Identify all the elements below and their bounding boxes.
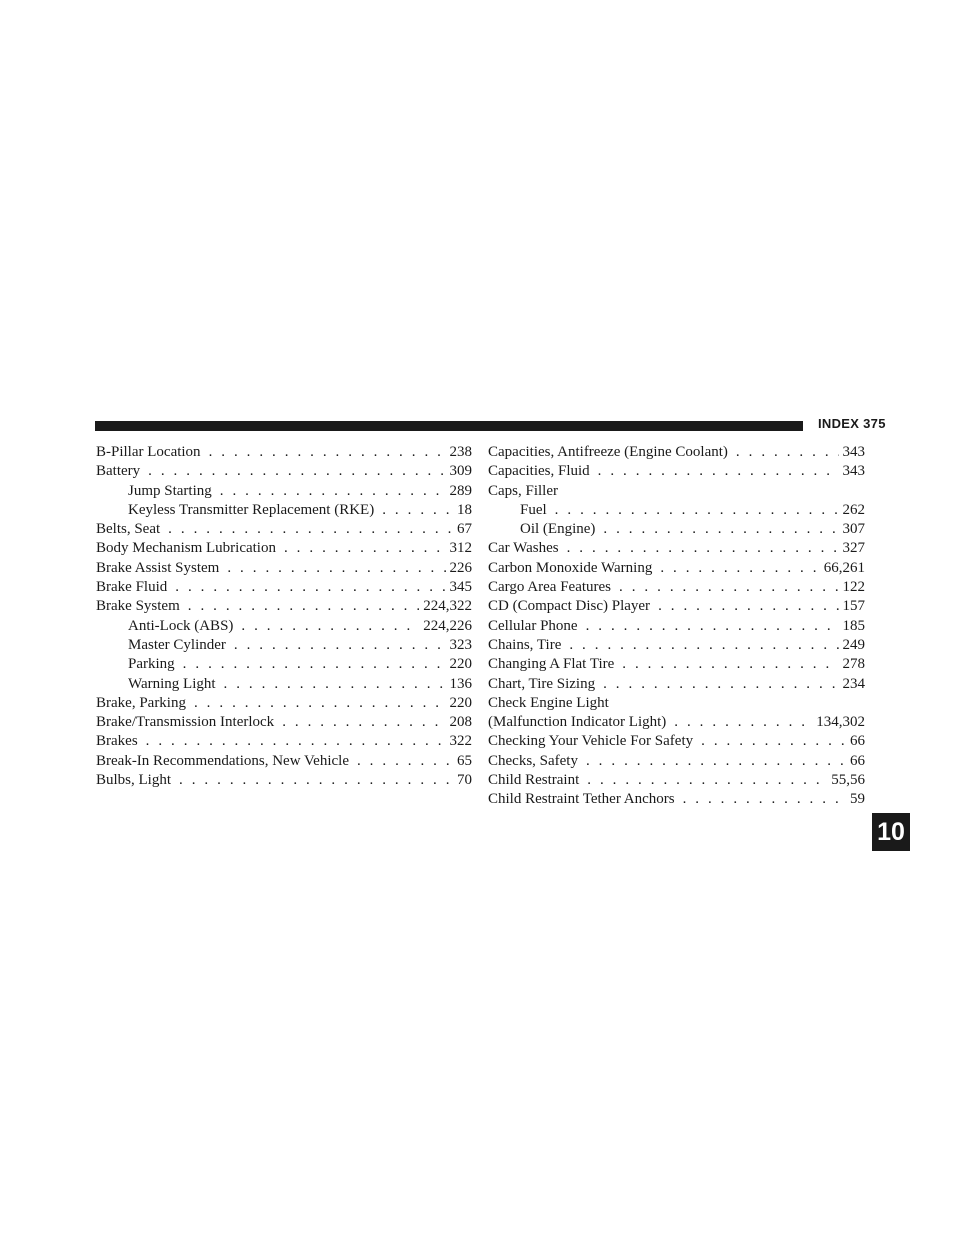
dot-leader [183, 655, 446, 674]
entry-page: 224,226 [423, 617, 472, 634]
entry-label: Brake/Transmission Interlock [96, 714, 275, 731]
dot-leader [586, 617, 839, 636]
index-entry [488, 752, 865, 771]
dot-leader [357, 752, 453, 771]
dot-leader [569, 636, 838, 655]
entry-label: (Malfunction Indicator Light) [488, 714, 667, 731]
dot-leader [194, 694, 446, 713]
dot-leader [674, 713, 812, 732]
dot-leader [660, 559, 819, 578]
entry-page: 66 [850, 752, 865, 769]
index-entry [488, 597, 865, 616]
index-entry [96, 694, 472, 713]
entry-label: Brake System [96, 598, 180, 615]
index-entry [488, 636, 865, 655]
dot-leader [224, 675, 446, 694]
index-entry [96, 443, 472, 462]
entry-page: 136 [449, 675, 472, 692]
index-entry [96, 559, 472, 578]
index-entry [488, 443, 865, 462]
entry-page: 66 [850, 733, 865, 750]
dot-leader [603, 520, 838, 539]
entry-page: 220 [449, 694, 472, 711]
entry-label: Belts, Seat [96, 521, 161, 538]
entry-page: 345 [449, 579, 472, 596]
index-entry [96, 655, 472, 674]
entry-label: Brake Assist System [96, 559, 220, 576]
entry-label: Jump Starting [128, 482, 212, 499]
index-entry [488, 539, 865, 558]
entry-page: 322 [449, 733, 472, 750]
entry-page: 59 [850, 791, 865, 808]
index-entry [96, 713, 472, 732]
section-tab: 10 [872, 813, 910, 851]
dot-leader [282, 713, 445, 732]
dot-leader [555, 501, 839, 520]
index-entry [488, 482, 865, 501]
entry-page: 289 [449, 482, 472, 499]
entry-label: Warning Light [128, 675, 216, 692]
entry-page: 343 [842, 444, 865, 460]
index-column-left [96, 443, 472, 790]
index-entry [488, 520, 865, 539]
entry-page: 55,56 [831, 772, 865, 789]
dot-leader [188, 597, 420, 616]
entry-page: 18 [457, 501, 472, 518]
index-entry [488, 559, 865, 578]
dot-leader [598, 462, 839, 481]
index-entry [96, 482, 472, 501]
index-entry [488, 675, 865, 694]
dot-leader [209, 443, 446, 462]
entry-page: 134,302 [816, 714, 865, 731]
index-entry [488, 771, 865, 790]
entry-page: 70 [457, 772, 472, 789]
entry-page: 309 [449, 463, 472, 480]
entry-page: 65 [457, 752, 472, 769]
dot-leader [175, 578, 445, 597]
entry-label: Carbon Monoxide Warning [488, 559, 653, 576]
index-entry [488, 655, 865, 674]
index-entry [96, 539, 472, 558]
index-entry [96, 675, 472, 694]
entry-label: CD (Compact Disc) Player [488, 598, 651, 615]
dot-leader [622, 655, 838, 674]
entry-label: Chart, Tire Sizing [488, 675, 596, 692]
dot-leader [227, 559, 445, 578]
entry-label: Check Engine Light [488, 694, 609, 711]
entry-page: 66,261 [823, 559, 865, 576]
dot-leader [619, 578, 838, 597]
entry-label: Fuel [520, 501, 547, 518]
dot-leader [736, 443, 839, 462]
dot-leader [146, 732, 446, 751]
entry-label: Cargo Area Features [488, 579, 612, 596]
index-entry [96, 636, 472, 655]
dot-leader [241, 617, 419, 636]
index-entry [96, 501, 472, 520]
entry-label: Changing A Flat Tire [488, 656, 615, 673]
entry-label: Master Cylinder [128, 636, 226, 653]
entry-label: Break-In Recommendations, New Vehicle [96, 752, 349, 769]
index-entry [96, 752, 472, 771]
entry-label: Oil (Engine) [520, 521, 596, 538]
entry-page: 249 [842, 636, 865, 653]
index-column-right [488, 443, 865, 810]
dot-leader [587, 771, 827, 790]
entry-page: 122 [842, 579, 865, 596]
index-entry [488, 790, 865, 809]
index-entry [96, 617, 472, 636]
entry-page: 238 [449, 444, 472, 460]
entry-label: Anti-Lock (ABS) [128, 617, 234, 634]
index-entry [488, 462, 865, 481]
entry-label: Child Restraint [488, 772, 580, 789]
index-entry [96, 732, 472, 751]
entry-label: Bulbs, Light [96, 772, 172, 789]
index-entry [488, 713, 865, 732]
entry-page: 234 [842, 675, 865, 692]
index-entry [488, 732, 865, 751]
entry-page: 312 [449, 540, 472, 557]
entry-page: 343 [842, 463, 865, 480]
index-entry [488, 578, 865, 597]
entry-page: 323 [449, 636, 472, 653]
index-entry [96, 462, 472, 481]
dot-leader [179, 771, 453, 790]
entry-page: 157 [842, 598, 865, 615]
entry-page: 67 [457, 521, 472, 538]
entry-label: Keyless Transmitter Replacement (RKE) [128, 501, 375, 518]
entry-label: Capacities, Fluid [488, 463, 590, 480]
entry-label: Brakes [96, 733, 138, 750]
entry-label: Capacities, Antifreeze (Engine Coolant) [488, 444, 728, 460]
dot-leader [701, 732, 846, 751]
dot-leader [603, 675, 838, 694]
entry-page: 307 [842, 521, 865, 538]
dot-leader [586, 752, 846, 771]
entry-label: Child Restraint Tether Anchors [488, 791, 675, 808]
header-rule [95, 421, 803, 431]
entry-label: Checking Your Vehicle For Safety [488, 733, 694, 750]
dot-leader [658, 597, 838, 616]
entry-label: B-Pillar Location [96, 444, 201, 460]
index-entry [488, 694, 865, 713]
dot-leader [382, 501, 453, 520]
running-header: INDEX 375 [818, 416, 886, 431]
entry-label: Battery [96, 463, 141, 480]
dot-leader [683, 790, 846, 809]
entry-page: 220 [449, 656, 472, 673]
entry-label: Checks, Safety [488, 752, 578, 769]
dot-leader [234, 636, 446, 655]
entry-label: Brake, Parking [96, 694, 186, 711]
entry-page: 278 [842, 656, 865, 673]
entry-label: Chains, Tire [488, 636, 562, 653]
index-entry [488, 617, 865, 636]
entry-page: 224,322 [423, 598, 472, 615]
entry-label: Body Mechanism Lubrication [96, 540, 276, 557]
entry-page: 262 [842, 501, 865, 518]
dot-leader [168, 520, 453, 539]
entry-label: Brake Fluid [96, 579, 168, 596]
entry-label: Cellular Phone [488, 617, 578, 634]
index-entry [96, 771, 472, 790]
entry-page: 185 [842, 617, 865, 634]
dot-leader [567, 539, 839, 558]
entry-label: Caps, Filler [488, 482, 558, 499]
entry-label: Car Washes [488, 540, 559, 557]
dot-leader [148, 462, 445, 481]
entry-page: 327 [842, 540, 865, 557]
index-entry [488, 501, 865, 520]
dot-leader [220, 482, 446, 501]
entry-label: Parking [128, 656, 175, 673]
index-entry [96, 520, 472, 539]
dot-leader [284, 539, 446, 558]
index-entry [96, 597, 472, 616]
index-entry [96, 578, 472, 597]
entry-page: 226 [449, 559, 472, 576]
entry-page: 208 [449, 714, 472, 731]
